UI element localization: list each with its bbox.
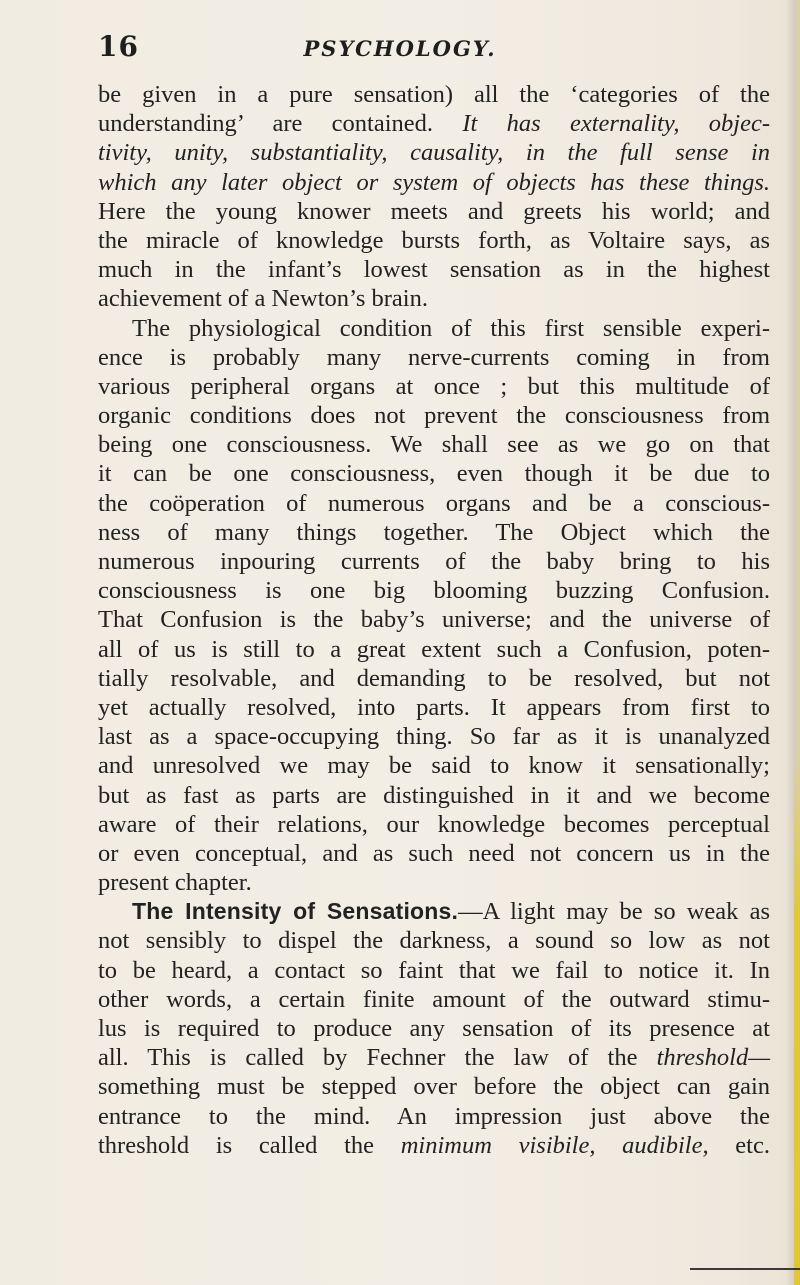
text-line: much in the infant’s lowest sensation as in the highest xyxy=(98,256,770,284)
text-line: aware of their relations, our knowledge becomes perceptual xyxy=(98,810,770,838)
text-line: consciousness is one big blooming buzzing Confusion. xyxy=(98,577,770,605)
text-line: lus is required to produce any sensation of its presence at xyxy=(98,1015,770,1042)
text-run: —A light may be so weak as xyxy=(458,898,770,926)
text-run: all. This is called by Fechner the law of the xyxy=(98,1044,657,1072)
text-line: being one consciousness. We shall see as we go on that xyxy=(98,431,770,459)
text-line: tially resolvable, and demanding to be resolved, but not xyxy=(98,664,770,692)
text-line: all of us is still to a great extent such a Confusion, poten- xyxy=(98,635,770,663)
text-run: understanding’ are contained. xyxy=(98,110,463,138)
text-line: present chapter. xyxy=(98,869,252,897)
section-heading: The Intensity of Sensations. xyxy=(132,898,459,925)
text-line: something must be stepped over before the object can gain xyxy=(98,1073,770,1101)
text-line: or even conceptual, and as such need not concern us in the xyxy=(98,839,770,867)
page-number: 16 xyxy=(98,30,139,63)
text-line: achievement of a Newton’s brain. xyxy=(98,285,428,313)
text-line: ence is probably many nerve-currents coming in from xyxy=(98,343,770,371)
bottom-rule xyxy=(690,1268,800,1270)
italic-run: minimum visibile, audibile, xyxy=(400,1131,709,1159)
text-line: be given in a pure sensation) all the ‘categories of the xyxy=(98,81,770,108)
text-line xyxy=(98,109,770,138)
text-line xyxy=(98,168,770,197)
text-line xyxy=(98,1043,770,1072)
body-text xyxy=(98,80,770,1160)
text-line: yet actually resolved, into parts. It appears from first to xyxy=(98,693,770,721)
italic-run: It has externality, objec- xyxy=(462,110,771,138)
italic-run: which any later object or system of objects has these things. xyxy=(98,168,770,196)
text-line: but as fast as parts are distinguished in it and we become xyxy=(98,781,770,809)
page-edge-tint xyxy=(794,760,800,1285)
text-line: Here the young knower meets and greets his world; and xyxy=(98,197,770,225)
text-line: the coöperation of numerous organs and be a conscious- xyxy=(98,489,770,517)
text-line: the miracle of knowledge bursts forth, as Voltaire says, as xyxy=(98,226,770,254)
text-line: organic conditions does not prevent the consciousness from xyxy=(98,402,770,430)
text-line: to be heard, a contact so faint that we fail to notice it. In xyxy=(98,956,770,984)
text-line: That Confusion is the baby’s universe; and the universe of xyxy=(98,606,770,634)
text-line: not sensibly to dispel the darkness, a sound so low as not xyxy=(98,927,770,955)
text-line: last as a space-occupying thing. So far as it is unanalyzed xyxy=(98,723,770,751)
text-line: ness of many things together. The Object which the xyxy=(98,518,770,546)
text-line: and unresolved we may be said to know it sensationally; xyxy=(98,752,770,780)
text-line: it can be one consciousness, even though it be due to xyxy=(98,460,770,488)
text-line: The physiological condition of this first sensible experi- xyxy=(132,314,770,342)
text-line xyxy=(98,897,770,926)
text-line xyxy=(98,138,770,167)
text-run: threshold is called the xyxy=(98,1131,401,1159)
text-run: etc. xyxy=(708,1131,770,1159)
text-line: entrance to the mind. An impression just above the xyxy=(98,1102,770,1130)
italic-run: tivity, unity, substantiality, causality, in the full sense in xyxy=(98,139,770,167)
italic-run: threshold— xyxy=(656,1044,770,1072)
text-line: other words, a certain finite amount of the outward stimu- xyxy=(98,985,770,1013)
text-line: various peripheral organs at once ; but this multitude of xyxy=(98,372,770,400)
text-line xyxy=(98,1131,770,1160)
text-line: numerous inpouring currents of the baby bring to his xyxy=(98,548,770,575)
running-title: PSYCHOLOGY. xyxy=(303,36,497,61)
running-head xyxy=(0,30,800,70)
